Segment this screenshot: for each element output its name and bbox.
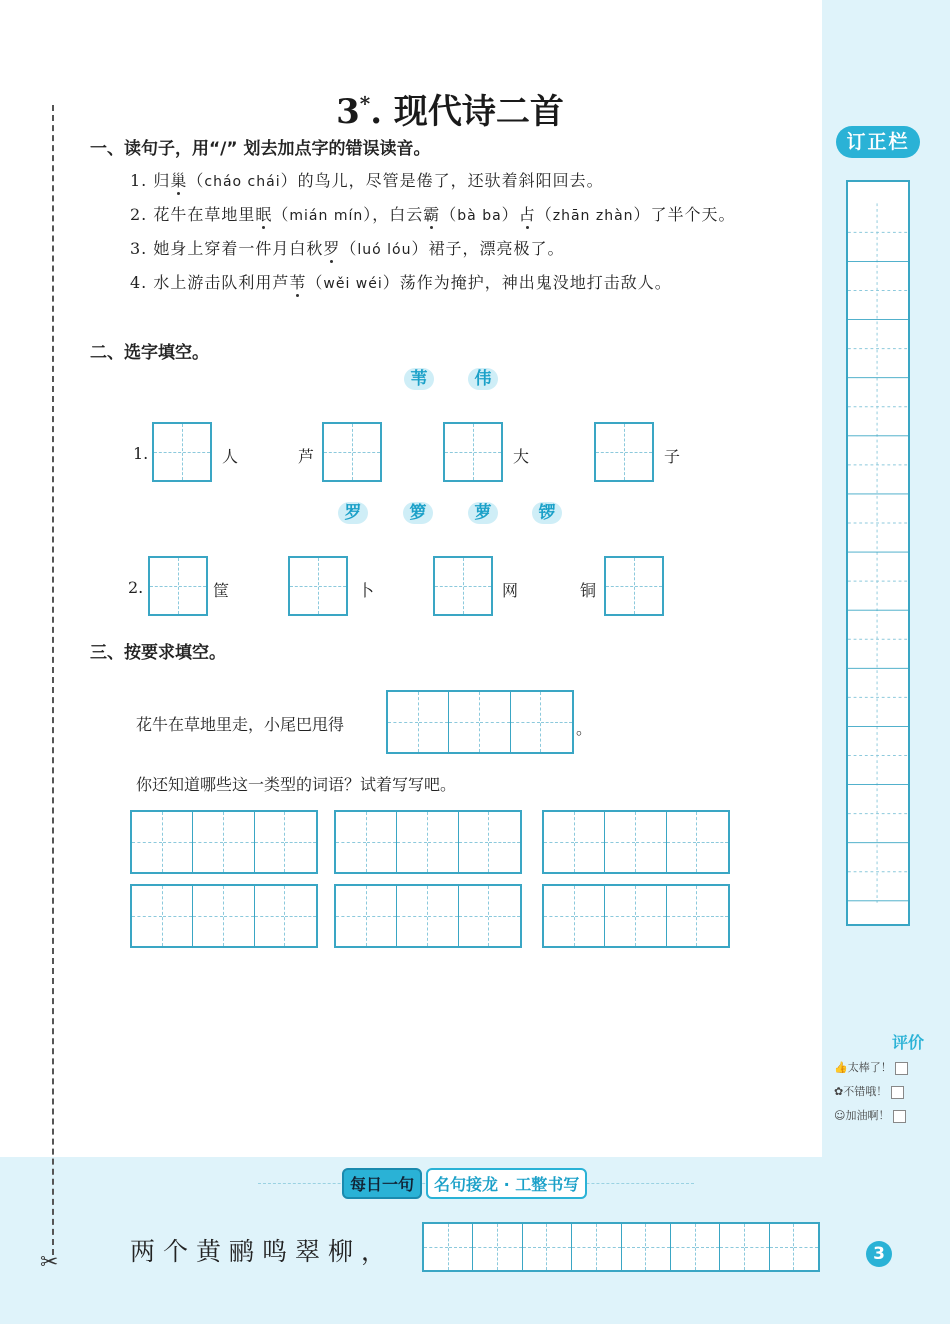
choice-tag: 伟 [468,368,498,390]
answer-box[interactable] [288,556,348,616]
word-grid[interactable] [130,810,318,874]
word-part: 网 [502,581,519,600]
eval-option[interactable]: ☺加油啊！ [834,1104,924,1128]
choice-tag: 萝 [468,502,498,524]
banner-subtitle: 名句接龙 · 工整书写 [426,1168,587,1199]
row-number: 1. [133,444,149,463]
word-part: 铜 [580,581,597,600]
answer-box[interactable] [443,422,503,482]
word-part: 子 [664,447,681,466]
banner-label: 每日一句 [342,1168,422,1199]
correction-header: 订正栏 [836,126,920,158]
answer-box[interactable] [433,556,493,616]
word-part: 筐 [213,581,230,600]
question-2: 2. 花牛在草地里眠（mián mín），白云霸（bà ba）占（zhān zhàn）了半个天。 [130,205,736,224]
word-part: 人 [222,447,239,466]
checkbox[interactable] [893,1110,906,1123]
poem-line: 两个黄鹂鸣翠柳， [130,1237,395,1266]
checkbox[interactable] [891,1086,904,1099]
row-number: 2. [128,578,144,597]
correction-grid[interactable] [846,180,910,926]
word-part: 大 [513,447,530,466]
word-grid[interactable] [334,810,522,874]
word-grid[interactable] [334,884,522,948]
question-1: 1. 归巢（cháo chái）的鸟儿，尽管是倦了，还驮着斜阳回去。 [130,171,604,190]
thumb-icon: 👍 [834,1061,848,1074]
answer-box[interactable] [152,422,212,482]
question-text: 你还知道哪些这一类型的词语？试着写写吧。 [136,775,457,794]
word-grid[interactable] [542,884,730,948]
cut-line [52,105,54,1255]
word-part: 芦 [298,447,315,466]
scissors-icon: ✂ [40,1250,59,1275]
sentence-end: 。 [576,719,593,738]
answer-box[interactable] [604,556,664,616]
flower-icon: ✿ [834,1085,844,1098]
word-grid[interactable] [130,884,318,948]
section-2-heading: 二、选字填空。 [90,343,209,363]
sentence-text: 花牛在草地里走，小尾巴甩得 [136,715,345,734]
section-1-heading: 一、读句子，用“/” 划去加点字的错误读音。 [90,139,431,159]
question-4: 4. 水上游击队利用芦苇（wěi wéi）荡作为掩护，神出鬼没地打击敌人。 [130,273,672,292]
answer-box[interactable] [594,422,654,482]
question-3: 3. 她身上穿着一件月白秋罗（luó lóu）裙子，漂亮极了。 [130,239,565,258]
evaluation-panel [834,1030,924,1140]
writing-grid[interactable] [422,1222,820,1272]
eval-option[interactable]: 👍太棒了！ [834,1056,924,1080]
answer-grid[interactable] [386,690,574,754]
page-number: 3 [866,1241,892,1267]
choice-tag: 苇 [404,368,434,390]
section-3-heading: 三、按要求填空。 [90,643,226,663]
word-part: 卜 [358,581,375,600]
evaluation-title: 评价 [891,1033,924,1052]
answer-box[interactable] [148,556,208,616]
choice-tag: 罗 [338,502,368,524]
smile-icon: ☺ [834,1109,846,1122]
checkbox[interactable] [895,1062,908,1075]
answer-box[interactable] [322,422,382,482]
page-title: 3*. 现代诗二首 [336,91,564,132]
eval-option[interactable]: ✿不错哦！ [834,1080,924,1104]
word-grid[interactable] [542,810,730,874]
daily-banner [342,1170,587,1196]
choice-tag: 箩 [403,502,433,524]
choice-tag: 锣 [532,502,562,524]
